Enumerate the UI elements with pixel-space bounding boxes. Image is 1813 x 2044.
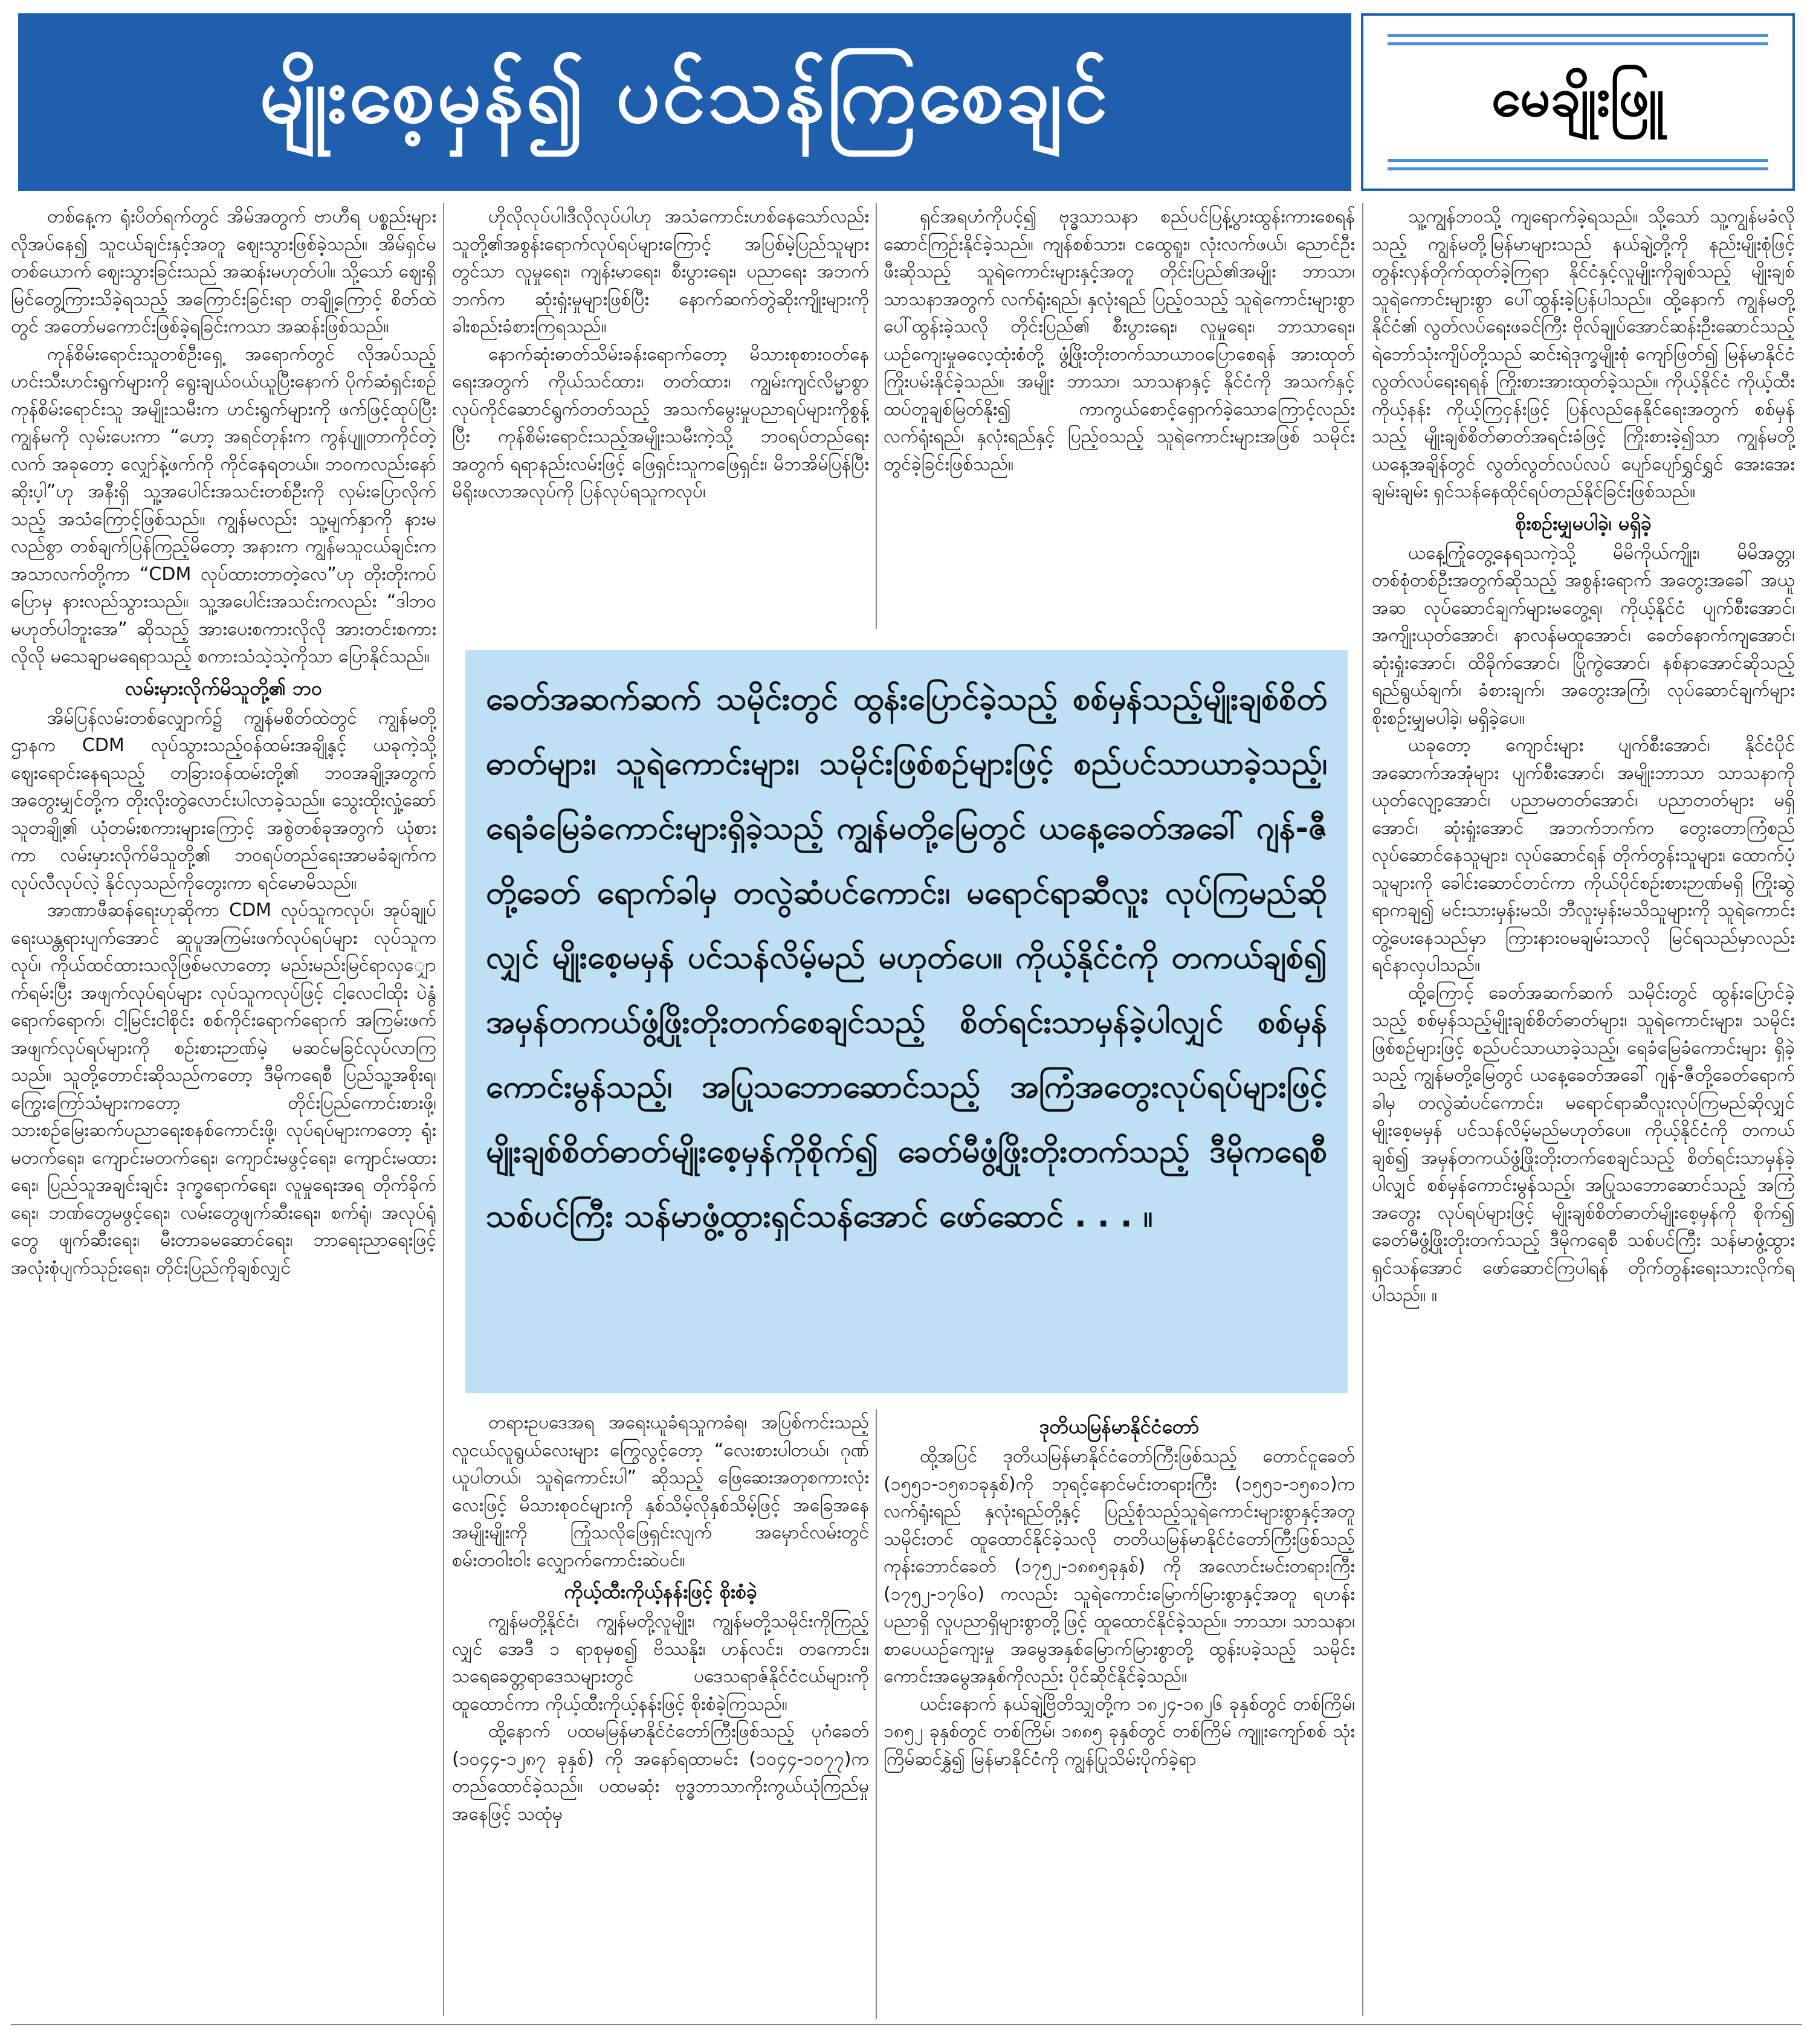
- paragraph: ယနေ့ကြုံတွေ့နေရသကဲ့သို့ မိမိကိုယ်ကျိုး၊ မိမိအတ္တ၊ တစ်စုံတစ်ဦးအတွက်ဆိုသည့် အစွန်းရောက် အတွေးအခေါ် အယူအဆ လုပ်ဆောင်ချက်များမတွေ့ရ၊ ကိုယ့်နိုင်ငံ ပျက်စီးအောင်၊ အကျိုးယုတ်အောင်၊ နာလန်မထူအောင်၊ ခေတ်နောက်ကျအောင်၊ ဆုံးရှုံးအောင်၊ ထိခိုက်အောင်၊ ပြိုကွဲအောင်၊ နစ်နာအောင်ဆိုသည့် ရည်ရွယ်ချက်၊ ခံစားချက်၊ အတွေးအကြံ၊ လုပ်ဆောင်ချက်များ စိုးစဉ်းမျှမပါခဲ့၊ မရှိခဲ့ပေ။: [1372, 542, 1795, 729]
- column-divider: [1362, 203, 1363, 2016]
- column-2-bottom: [452, 1409, 869, 2019]
- paragraph: တစ်နေ့က ရုံးပိတ်ရက်တွင် အိမ်အတွက် ဗာဟီရ ပစ္စည်းများလိုအပ်နေ၍ သူငယ်ချင်းနှင့်အတူ ဈေးသွားဖြစ်ခဲ့သည်။ အိမ်ရှင်မတစ်ယောက် ဈေးသွားခြင်းသည် အဆန်းမဟုတ်ပါ။ သို့သော် ဈေးရှိ မြင်တွေ့ကြားသိခဲ့ရသည့် အကြောင်းခြင်းရာ တချို့ကြောင့် စိတ်ထဲတွင် အတော်မကောင်းဖြစ်ခဲ့ရခြင်းကသာ အဆန်းဖြစ်သည်။: [11, 206, 436, 337]
- paragraph: ကျွန်မတို့နိုင်ငံ၊ ကျွန်မတို့လူမျိုး၊ ကျွန်မတို့သမိုင်းကိုကြည့်လျှင် အေဒီ ၁ ရာစုမှစ၍ ဗိဿနိုး၊ ဟန်လင်း၊ တကောင်း၊ သရေခေတ္တရာဒေသများတွင် ပဒေသရာဇ်နိုင်ငံငယ်များကို ထူထောင်ကာ ကိုယ့်ထီးကိုယ့်နန်းဖြင့် စိုးစံခဲ့ကြသည်။: [452, 1611, 869, 1715]
- paragraph: သူ့ကျွန်ဘဝသို့ ကျရောက်ခဲ့ရသည်။ သို့သော် သူ့ကျွန်မခံလိုသည့် ကျွန်မတို့မြန်မာများသည် နယ်ချဲ့တို့ကို နည်းမျိုးစုံဖြင့် တွန်းလှန်တိုက်ထုတ်ခဲ့ကြရာ နိုင်ငံနှင့်လူမျိုးကိုချစ်သည့် မျိုးချစ်သူရဲကောင်းများစွာ ပေါ်ထွန်းခဲ့ပြန်ပါသည်။ ထို့နောက် ကျွန်မတို့နိုင်ငံ၏ လွတ်လပ်ရေးဖခင်ကြီး ဗိုလ်ချုပ်အောင်ဆန်းဦးဆောင်သည့် ရဲဘော်သုံးကျိပ်တို့သည် ဆင်းရဲဒုက္ခမျိုးစုံ ကျော်ဖြတ်၍ မြန်မာနိုင်ငံလွတ်လပ်ရေးရရန် ကြိုးစားအားထုတ်ခဲ့သည်။ ကိုယ့်နိုင်ငံ ကိုယ့်ထီးကိုယ့်နန်း ကိုယ့်ကြငှန်းဖြင့် ပြန်လည်နေနိုင်ရေးအတွက် စစ်မှန်သည့် မျိုးချစ်စိတ်ဓာတ်အရင်းခံဖြင့် ကြိုးစားခဲ့၍သာ ကျွန်မတို့ ယနေ့အချိန်တွင် လွတ်လွတ်လပ်လပ် ပျော်ပျော်ရွှင်ရွှင် အေးအေးချမ်းချမ်း ရှင်သန်နေထိုင်ရပ်တည်နိုင်ခြင်းဖြစ်သည်။: [1372, 206, 1795, 502]
- column-divider: [876, 203, 877, 629]
- subheading: လမ်းမှားလိုက်မိသူတို့၏ ဘဝ: [124, 676, 323, 700]
- paragraph: အိမ်ပြန်လမ်းတစ်လျှောက်၌ ကျွန်မစိတ်ထဲတွင် ကျွန်မတို့ဌာနက CDM လုပ်သွားသည့်ဝန်ထမ်းအချို့နှင့် ယခုကဲ့သို့ ဈေးရောင်းနေရသည့် တခြားဝန်ထမ်းတို့၏ ဘဝအချို့အတွက် အတွေးမျှင်တို့က တိုးလိုးတွဲလောင်းပါလာခဲ့သည်။ သွေးထိုးလှုံ့ဆော်သူတချို့၏ ယုံတမ်းစကားများကြောင့် အစွဲတစ်ခုအတွက် ယုံစားကာ လမ်းမှားလိုက်မိသူတို့၏ ဘဝရပ်တည်ရေးအာမခံချက်က လုပ်လီလုပ်လဲ့ နိုင်လှသည်ကိုတွေးကာ ရင်မောမိသည်။: [11, 707, 436, 894]
- pull-quote-text: ခေတ်အဆက်ဆက် သမိုင်းတွင် ထွန်းပြောင်ခဲ့သည့် စစ်မှန်သည့်မျိုးချစ်စိတ်ဓာတ်များ၊ သူရဲကောင်းများ၊ သမိုင်းဖြစ်စဉ်များဖြင့် စည်ပင်သာယာခဲ့သည့်၊ ရေခံမြေခံကောင်းများရှိခဲ့သည့် ကျွန်မတို့မြေတွင် ယနေ့ခေတ်အခေါ် ဂျန်-ဇီတို့ခေတ် ရောက်ခါမှ တလွဲဆံပင်ကောင်း၊ မရောင်ရာဆီလူး လုပ်ကြမည်ဆိုလျှင် မျိုးစေ့မမှန် ပင်သန်လိမ့်မည် မဟုတ်ပေ။ ကိုယ့်နိုင်ငံကို တကယ်ချစ်၍ အမှန်တကယ်ဖွံ့ဖြိုးတိုးတက်စေချင်သည့် စိတ်ရင်းသာမှန်ခဲ့ပါလျှင် စစ်မှန်ကောင်းမွန်သည့်၊ အပြုသဘောဆောင်သည့် အကြံအတွေးလုပ်ရပ်များဖြင့် မျိုးချစ်စိတ်ဓာတ်မျိုးစေ့မှန်ကိုစိုက်၍ ခေတ်မီဖွံ့ဖြိုးတိုးတက်သည့် ဒီမိုကရေစီသစ်ပင်ကြီး သန်မာဖွံ့ထွားရှင်သန်အောင် ဖော်ဆောင် . . . ။: [486, 681, 1327, 1234]
- column-3-top: [884, 203, 1355, 629]
- paragraph: ယခုတော့ ကျောင်းများ ပျက်စီးအောင်၊ နိုင်ငံပိုင်အဆောက်အအုံများ ပျက်စီးအောင်၊ အမျိုးဘာသာ သာသနာကို ယုတ်လျော့အောင်၊ ပညာမတတ်အောင်၊ ပညာတတ်များ မရှိအောင်၊ ဆုံးရှုံးအောင် အဘက်ဘက်က တွေးတောကြံစည်လုပ်ဆောင်နေသူများ၊ လုပ်ဆောင်ရန် တိုက်တွန်းသူများ၊ ထောက်ပံ့သူများကို ခေါင်းဆောင်တင်ကာ ကိုယ်ပိုင်စဉ်းစားဉာဏ်မရှိ ကြိုးဆွဲရာကချ၍ မင်းသားမှန်းမသိ၊ ဘီလူးမှန်းမသိသူများကို သူရဲကောင်းတွဲ့ပေးနေသည်မှာ ကြားနားဝမချမ်းသာလို မြင်ရသည်မှာလည်း ရင်နာလှပါသည်။: [1372, 735, 1795, 976]
- subheading: စိုးစဉ်းမျှမပါခဲ့၊ မရှိခဲ့: [1515, 511, 1652, 535]
- paragraph: ဟိုလိုလုပ်ပါ၊ဒီလိုလုပ်ပါဟု အသံကောင်းဟစ်နေသော်လည်း သူတို့၏အစွန်းရောက်လုပ်ရပ်များကြောင့် အပြစ်မဲ့ပြည်သူများတွင်သာ လူမှုရေး၊ ကျန်းမာရေး၊ စီးပွားရေး၊ ပညာရေး အဘက်ဘက်က ဆုံးရှုံးမှုများဖြစ်ပြီး နောက်ဆက်တွဲဆိုးကျိုးများကို ခါးစည်းခံစားကြရသည်။: [452, 206, 869, 337]
- paragraph: ကုန်စိမ်းရောင်းသူတစ်ဦးရှေ့ အရောက်တွင် လိုအပ်သည့်ဟင်းသီးဟင်းရွက်များကို ရွေးချယ်ဝယ်ယူပြီးနောက် ပိုက်ဆံရှင်းစဉ် ကုန်စိမ်းရောင်းသူ အမျိုးသမီးက ဟင်းရွက်များကို ဖက်ဖြင့်ထုပ်ပြီး ကျွန်မကို လှမ်းပေးကာ “ဟော့ အရင်တုန်းက ကွန်ပျူတာကိုင်တဲ့လက် အခုတော့ လျှော်နဲ့ဖက်ကို ကိုင်နေရတယ်။ ဘဝကလည်းနော် ဆိုးပ့ါ”ဟု အနီးရှိ သူ့အပေါင်းအသင်းတစ်ဦးကို လှမ်းပြောလိုက်သည့် အသံကြောင့်ဖြစ်သည်။ ကျွန်မလည်း သူ့မျက်နှာကို နားမလည်စွာ တစ်ချက်ပြန်ကြည့်မိတော့ အနားက ကျွန်မသူငယ်ချင်းက အသာလက်တို့ကာ “CDM လုပ်ထားတာတဲ့လေ”ဟု တိုးတိုးကပ်ပြောမှ နားလည်သွားသည်။ သူ့အပေါင်းအသင်းကလည်း “ဒါဘဝမဟုတ်ပါဘူးအေ” ဆိုသည့် အားပေးစကားလိုလို အားတင်းစကားလိုလို မသေချာမရေရာသည့် စကားသံသဲ့သဲ့ကိုသာ ပြောနိုင်သည်။: [11, 343, 436, 667]
- paragraph: ယင်းနောက် နယ်ချဲ့ဗြိတိသျှတို့က ၁၈၂၄-၁၈၂၆ ခုနှစ်တွင် တစ်ကြိမ်၊ ၁၈၅၂ ခုနှစ်တွင် တစ်ကြိမ်၊ ၁၈၈၅ ခုနှစ်တွင် တစ်ကြိမ် ကျူးကျော်စစ် သုံးကြိမ်ဆင်နွှဲ၍ မြန်မာနိုင်ငံကို ကျွန်ပြုသိမ်းပိုက်ခဲ့ရာ: [884, 1693, 1355, 1770]
- column-2-top: [452, 203, 869, 629]
- column-3-bottom: [884, 1409, 1355, 2019]
- column-divider: [876, 1409, 877, 2019]
- paragraph: ထို့အပြင် ဒုတိယမြန်မာနိုင်ငံတော်ကြီးဖြစ်သည့် တောင်ငူခေတ် (၁၅၅၁-၁၅၈၁ခုနှစ်)ကို ဘုရင့်နောင်မင်းတရားကြီး (၁၅၅၁-၁၅၈၁)က လက်ရုံးရည် နှလုံးရည်တို့နှင့် ပြည့်စုံသည့်သူရဲကောင်းများစွာနှင့်အတူ သမိုင်းတင် ထူထောင်နိုင်ခဲ့သလို တတိယမြန်မာနိုင်ငံတော်ကြီးဖြစ်သည့် ကုန်းဘောင်ခေတ် (၁၇၅၂-၁၈၈၅ခုနှစ်) ကို အလောင်းမင်းတရားကြီး (၁၇၅၂-၁၇၆၀) ကလည်း သူရဲကောင်းမြောက်မြားစွာနှင့်အတူ ရဟန်းပညာရှိ လူပညာရှိများစွာတို့ဖြင့် ထူထောင်နိုင်ခဲ့သည်။ ဘာသာ၊ သာသနာ၊ စာပေယဉ်ကျေးမှု အမွေအနှစ်မြောက်မြားစွာတို့ ထွန်းပခဲ့သည့် သမိုင်းကောင်းအမွေအနှစ်ကိုလည်း ပိုင်ဆိုင်နိုင်ခဲ့သည်။: [884, 1446, 1355, 1687]
- subheading: ကိုယ့်ထီးကိုယ့်နန်းဖြင့် စိုးစံခဲ့: [564, 1580, 757, 1603]
- paragraph: ထို့နောက် ပထမမြန်မာနိုင်ငံတော်ကြီးဖြစ်သည့် ပုဂံခေတ် (၁၀၄၄-၁၂၈၇ ခုနှစ်) ကို အနော်ရထာမင်း (၁၀၄၄-၁၀၇၇)က တည်ထောင်ခဲ့သည်။ ပထမဆုံး ဗုဒ္ဓဘာသာကိုးကွယ်ယုံကြည်မှုအနေဖြင့် သထုံမှ: [452, 1721, 869, 1825]
- byline-box: [1361, 13, 1795, 191]
- headline-banner: [18, 13, 1351, 191]
- subheading: ဒုတိယမြန်မာနိုင်ငံတော်: [1039, 1415, 1200, 1438]
- paragraph: တရားဥပဒေအရ အရေးယူခံရသူကခံရ၊ အပြစ်ကင်းသည့်လူငယ်လူရွယ်လေးများ ကြွေလွင့်တော့ “လေးစားပါတယ်၊ ဂုဏ်ယူပါတယ်၊ သူရဲကောင်းပါ” ဆိုသည့် ဖြေဆေးအတုစကားလုံးလေးဖြင့် မိသားစုဝင်များကို နှစ်သိမ့်လိုနှစ်သိမ့်ဖြင့် အခြေအနေ အမျိုးမျိုးကို ကြုံသလိုဖြေရှင်းလျက် အမှောင်လမ်းတွင် စမ်းတဝါးဝါး လျှောက်ကောင်းဆဲပင်။: [452, 1412, 869, 1571]
- column-4: [1372, 203, 1795, 2016]
- headline-title: မျိုးစေ့မှန်၍ ပင်သန်ကြစေချင်: [259, 50, 1110, 140]
- paragraph: အာဏာဖီဆန်ရေးဟုဆိုကာ CDM လုပ်သူကလုပ်၊ အုပ်ချုပ်ရေးယန္တရားပျက်အောင် ဆူပူအကြမ်းဖက်လုပ်ရပ်များ လုပ်သူကလုပ်၊ ကိုယ်ထင်ထားသလိုဖြစ်မလာတော့ မည်းမည်းမြင်ရာလှျှောက်ရမ်းပြီး အဖျက်လုပ်ရပ်များ လုပ်သူကလုပ်ဖြင့် ငါ့လေငါထိုး ပဲနွံရောက်ရောက်၊ ငါ့မြင်းငါစိုင်း စစ်ကိုင်းရောက်ရောက် အကြမ်းဖက်အဖျက်လုပ်ရပ်များကို စဉ်းစားဉာဏ်မဲ့ မဆင်မခြင်လုပ်လာကြသည်။ သူတို့တောင်းဆိုသည်ကတော့ ဒီမိုကရေစီ ပြည်သူ့အစိုးရ၊ ကြွေးကြော်သံများကတော့ တိုင်းပြည်ကောင်းစားဖို့၊ သားစဉ်မြေးဆက်ပညာရေးစနစ်ကောင်းဖို့၊ လုပ်ရပ်များကတော့ ရုံးမတက်ရေး၊ ကျောင်းမတက်ရေး၊ ကျောင်းမဖွင့်ရေး၊ ကျောင်းမထားရေး၊ ပြည်သူအချင်းချင်း ဒုက္ခရောက်ရေး၊ လူမှုရေးအရ တိုက်ခိုက်ရေး၊ ဘဏ်တွေမဖွင့်ရေး၊ လမ်းတွေဖျက်ဆီးရေး၊ စက်ရုံ၊ အလုပ်ရုံတွေ ဖျက်ဆီးရေး၊ မီးတာခမဆောင်ရေး၊ ဘာရေးညာရေးဖြင့် အလုံးစုံပျက်သုဉ်းရေး၊ တိုင်းပြည်ကိုချစ်လျှင်: [11, 900, 436, 1278]
- paragraph: ရှင်အရဟံကိုပင့်၍ ဗုဒ္ဓသာသနာ စည်ပင်ပြန့်ပွားထွန်းကားစေရန် ဆောင်ကြဉ်းနိုင်ခဲ့သည်။ ကျန်စစ်သား၊ ငထွေရူး၊ လုံးလက်ဖယ်၊ ညောင်ဦးဖီးဆိုသည့် သူရဲကောင်းများနှင့်အတူ တိုင်းပြည်၏အမျိုး ဘာသာ၊ သာသနာအတွက် လက်ရုံးရည်၊ နှလုံးရည် ပြည့်ဝသည့် သူရဲကောင်းများစွာပေါ်ထွန်းခဲ့သလို တိုင်းပြည်၏ စီးပွားရေး၊ လူမှုရေး၊ ဘာသာရေး၊ ယဉ်ကျေးမှုဓလေ့ထုံးစံတို့ ဖွံ့ဖြိုးတိုးတက်သာယာဝပြောစေရန် အားထုတ်ကြိုးပမ်းနိုင်ခဲ့သည်။ အမျိုး ဘာသာ၊ သာသနာနှင့် နိုင်ငံကို အသက်နှင့်ထပ်တူချစ်မြတ်နိုး၍ ကာကွယ်စောင့်ရှောက်ခဲ့သောကြောင့်လည်း လက်ရုံးရည်၊ နှလုံးရည်နှင့် ပြည့်ဝသည့် သူရဲကောင်းများအဖြစ် သမိုင်းတွင်ခဲ့ခြင်းဖြစ်သည်။: [884, 206, 1355, 475]
- page-bottom-rule: [11, 2024, 1802, 2025]
- pull-quote-box: [465, 650, 1348, 1393]
- column-divider: [443, 203, 444, 2016]
- author-byline: မေချိုးဖြူ: [1491, 66, 1665, 128]
- paragraph: နောက်ဆုံးဓာတ်သိမ်းခန်းရောက်တော့ မိသားစုစားဝတ်နေရေးအတွက် ကိုယ်သင်ထား၊ တတ်ထား၊ ကျွမ်းကျင်လိမ္မာစွာ လုပ်ကိုင်ဆောင်ရွက်တတ်သည့် အသက်မွေးမှုပညာရပ်များကိုစွန့်ပြီး ကုန်စိမ်းရောင်းသည့်အမျိုးသမီးကဲ့သို့ ဘဝရပ်တည်ရေးအတွက် ရရာနည်းလမ်းဖြင့် ဖြေရှင်းသူကဖြေရှင်း၊ မိဘအိမ်ပြန်ပြီး မိရိုးဖလာအလုပ်ကို ပြန်လုပ်ရသူကလုပ်၊: [452, 343, 869, 502]
- column-1: [11, 203, 436, 2016]
- paragraph: ထို့ကြောင့် ခေတ်အဆက်ဆက် သမိုင်းတွင် ထွန်းပြောင်ခဲ့သည့် စစ်မှန်သည့်မျိုးချစ်စိတ်ဓာတ်များ၊ သူရဲကောင်းများ၊ သမိုင်းဖြစ်စဉ်များဖြင့် စည်ပင်သာယာခဲ့သည့်၊ ရေခံမြေခံကောင်းများ ရှိခဲ့သည့် ကျွန်မတို့မြေတွင် ယနေ့ခေတ်အခေါ် ဂျန်-ဇီတို့ခေတ်ရောက်ခါမှ တလွဲဆံပင်ကောင်း၊ မရောင်ရာဆီလူးလုပ်ကြမည်ဆိုလျှင် မျိုးစေ့မမှန် ပင်သန်လိမ့်မည်မဟုတ်ပေ။ ကိုယ့်နိုင်ငံကို တကယ်ချစ်၍ အမှန်တကယ်ဖွံ့ဖြိုးတိုးတက်စေချင်သည့် စိတ်ရင်းသာမှန်ခဲ့ပါလျှင် စစ်မှန်ကောင်းမွန်သည့်၊ အပြုသဘောဆောင်သည့် အကြံအတွေး လုပ်ရပ်များဖြင့် မျိုးချစ်စိတ်ဓာတ်မျိုးစေ့မှန်ကို စိုက်၍ ခေတ်မီဖွံ့ဖြိုးတိုးတက်သည့် ဒီမိုကရေစီ သစ်ပင်ကြီး သန်မာဖွံ့ထွားရှင်သန်အောင် ဖော်ဆောင်ကြပါရန် တိုက်တွန်းရေးသားလိုက်ရပါသည်။ ။: [1372, 982, 1795, 1306]
